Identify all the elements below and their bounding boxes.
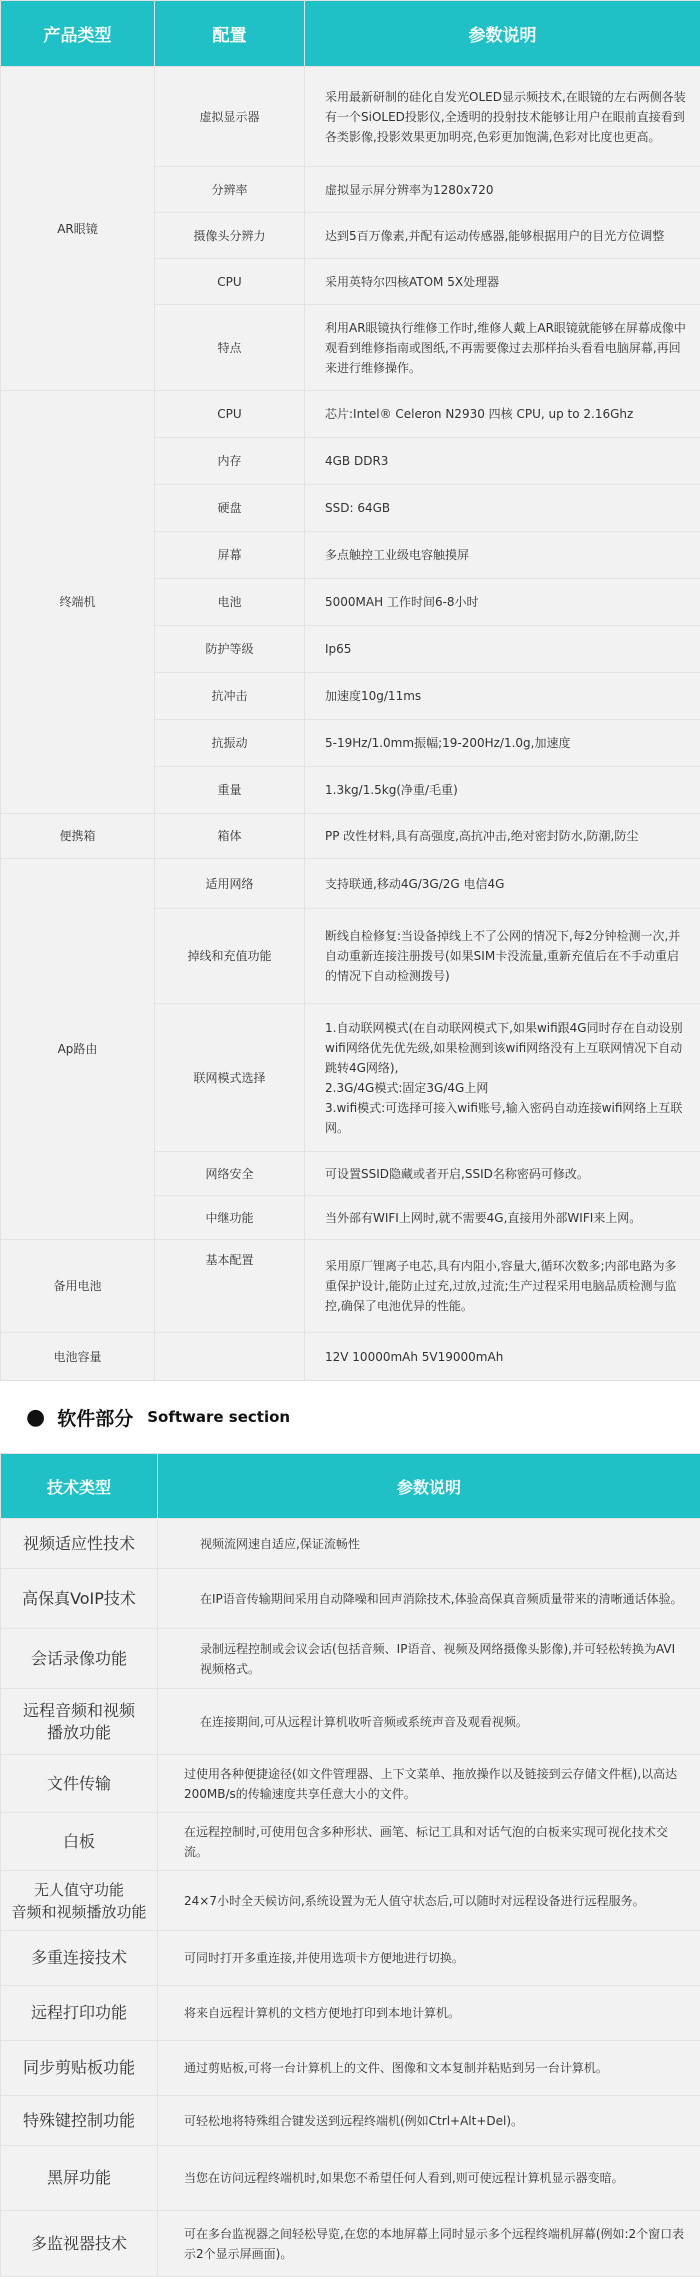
table-row — [1, 391, 700, 438]
table-row — [1, 1240, 700, 1333]
software-header-row — [1, 1454, 700, 1519]
table-row — [1, 859, 700, 909]
bullet-icon: ● — [26, 1405, 45, 1430]
table-row — [1, 1519, 700, 1569]
header-config: 配置 — [155, 1, 305, 67]
config-cell: 电池 — [155, 579, 305, 626]
desc-cell: 多点触控工业级电容触摸屏 — [305, 532, 700, 579]
tech-type-cell: 远程打印功能 — [1, 1986, 158, 2041]
desc-cell: 加速度10g/11ms — [305, 673, 700, 720]
category-cell: 便携箱 — [1, 814, 155, 859]
desc-cell: 断线自检修复:当设备掉线上不了公网的情况下,每2分钟检测一次,并自动重新连接注册拨号(如果SIM卡没流量,重新充值后在不手动重启的情况下自动检测拨号) — [305, 909, 700, 1004]
tech-type-cell: 特殊键控制功能 — [1, 2096, 158, 2146]
table-row — [1, 2146, 700, 2211]
hardware-header-row — [1, 1, 700, 67]
category-cell: 备用电池 — [1, 1240, 155, 1333]
category-cell: AR眼镜 — [1, 67, 155, 391]
desc-cell: 在IP语音传输期间采用自动降噪和回声消除技术,体验高保真音频质量带来的清晰通话体验。 — [158, 1569, 700, 1629]
tech-type-cell: 高保真VoIP技术 — [1, 1569, 158, 1629]
desc-cell: 当外部有WIFI上网时,就不需要4G,直接用外部WIFI来上网。 — [305, 1196, 700, 1240]
desc-cell: 12V 10000mAh 5V19000mAh — [305, 1333, 700, 1381]
desc-cell: 4GB DDR3 — [305, 438, 700, 485]
table-row — [1, 1813, 700, 1871]
desc-cell: 达到5百万像素,并配有运动传感器,能够根据用户的目光方位调整 — [305, 213, 700, 259]
software-title-cn: 软件部分 — [57, 1404, 133, 1431]
category-cell: 终端机 — [1, 391, 155, 814]
table-row — [1, 1689, 700, 1755]
table-row — [1, 1629, 700, 1689]
config-cell: 基本配置 — [155, 1240, 305, 1333]
table-row — [1, 1931, 700, 1986]
desc-cell: 可轻松地将特殊组合键发送到远程终端机(例如Ctrl+Alt+Del)。 — [158, 2096, 700, 2146]
table-row — [1, 1333, 700, 1381]
config-cell: 特点 — [155, 305, 305, 391]
desc-cell: 视频流网速自适应,保证流畅性 — [158, 1519, 700, 1569]
tech-type-cell: 远程音频和视频播放功能 — [1, 1689, 158, 1755]
desc-cell: 通过剪贴板,可将一台计算机上的文件、图像和文本复制并粘贴到另一台计算机。 — [158, 2041, 700, 2096]
tech-type-cell: 无人值守功能 音频和视频播放功能 — [1, 1871, 158, 1931]
table-row — [1, 67, 700, 167]
desc-cell: Ip65 — [305, 626, 700, 673]
tech-type-cell: 多监视器技术 — [1, 2211, 158, 2277]
desc-cell: 支持联通,移动4G/3G/2G 电信4G — [305, 859, 700, 909]
config-cell: 屏幕 — [155, 532, 305, 579]
header-parameters: 参数说明 — [158, 1454, 700, 1519]
config-cell: 重量 — [155, 767, 305, 814]
config-cell: 中继功能 — [155, 1196, 305, 1240]
config-cell: CPU — [155, 259, 305, 305]
desc-cell: 芯片:Intel® Celeron N2930 四核 CPU, up to 2.16Ghz — [305, 391, 700, 438]
config-cell: 分辨率 — [155, 167, 305, 213]
config-cell — [155, 1333, 305, 1381]
desc-cell: 当您在访问远程终端机时,如果您不希望任何人看到,则可使远程计算机显示器变暗。 — [158, 2146, 700, 2211]
table-row — [1, 2096, 700, 2146]
tech-type-cell: 视频适应性技术 — [1, 1519, 158, 1569]
config-cell: 网络安全 — [155, 1152, 305, 1196]
table-row — [1, 814, 700, 859]
tech-type-cell: 多重连接技术 — [1, 1931, 158, 1986]
tech-type-cell: 同步剪贴板功能 — [1, 2041, 158, 2096]
desc-cell: 可在多台监视器之间轻松导览,在您的本地屏幕上同时显示多个远程终端机屏幕(例如:2个窗口表示2个显示屏画面)。 — [158, 2211, 700, 2277]
table-row — [1, 2211, 700, 2277]
table-row — [1, 1569, 700, 1629]
tech-type-cell: 文件传输 — [1, 1755, 158, 1813]
desc-cell: 虚拟显示屏分辨率为1280x720 — [305, 167, 700, 213]
software-section-title — [0, 1381, 700, 1453]
software-title-en: Software section — [147, 1408, 290, 1426]
header-product-type: 产品类型 — [1, 1, 155, 67]
config-cell: 抗冲击 — [155, 673, 305, 720]
config-cell: 内存 — [155, 438, 305, 485]
table-row — [1, 1871, 700, 1931]
config-cell: 箱体 — [155, 814, 305, 859]
category-cell: Ap路由 — [1, 859, 155, 1240]
table-row — [1, 2041, 700, 2096]
tech-type-cell: 黑屏功能 — [1, 2146, 158, 2211]
desc-cell: 可设置SSID隐藏或者开启,SSID名称密码可修改。 — [305, 1152, 700, 1196]
desc-cell: 5-19Hz/1.0mm振幅;19-200Hz/1.0g,加速度 — [305, 720, 700, 767]
config-cell: 摄像头分辨力 — [155, 213, 305, 259]
tech-type-cell: 会话录像功能 — [1, 1629, 158, 1689]
header-parameters: 参数说明 — [305, 1, 700, 67]
desc-cell: 采用原厂锂离子电芯,具有内阻小,容量大,循环次数多;内部电路为多重保护设计,能防止过充,过放,过流;生产过程采用电脑品质检测与监控,确保了电池优异的性能。 — [305, 1240, 700, 1333]
desc-cell: 在连接期间,可从远程计算机收听音频或系统声音及观看视频。 — [158, 1689, 700, 1755]
desc-cell: SSD: 64GB — [305, 485, 700, 532]
config-cell: 虚拟显示器 — [155, 67, 305, 167]
desc-cell: 5000MAH 工作时间6-8小时 — [305, 579, 700, 626]
desc-cell: 1.3kg/1.5kg(净重/毛重) — [305, 767, 700, 814]
desc-cell: 24×7小时全天候访问,系统设置为无人值守状态后,可以随时对远程设备进行远程服务。 — [158, 1871, 700, 1931]
category-cell: 电池容量 — [1, 1333, 155, 1381]
config-cell: 抗振动 — [155, 720, 305, 767]
desc-cell: 1.自动联网模式(在自动联网模式下,如果wifi跟4G同时存在自动设别wifi网络优先优先级,如果检测到该wifi网络没有上互联网情况下自动跳转4G网络), 2.3G/4G模式:固定3G/4G上网 3.wifi模式:可选择可接入wifi账号,输入密码自动连接wifi网络上互联网。 — [305, 1004, 700, 1152]
config-cell: CPU — [155, 391, 305, 438]
desc-cell: PP 改性材料,具有高强度,高抗冲击,绝对密封防水,防潮,防尘 — [305, 814, 700, 859]
tech-type-cell: 白板 — [1, 1813, 158, 1871]
desc-cell: 采用最新研制的硅化自发光OLED显示频技术,在眼镜的左右两侧各装有一个SiOLED投影仪,全透明的投射技术能够让用户在眼前直接看到各类影像,投影效果更加明亮,色彩更加饱满,色彩对比度也更高。 — [305, 67, 700, 167]
desc-cell: 可同时打开多重连接,并使用选项卡方便地进行切换。 — [158, 1931, 700, 1986]
config-cell: 联网模式选择 — [155, 1004, 305, 1152]
desc-cell: 利用AR眼镜执行维修工作时,维修人戴上AR眼镜就能够在屏幕成像中观看到维修指南或图纸,不再需要像过去那样抬头看看电脑屏幕,再回来进行维修操作。 — [305, 305, 700, 391]
config-cell: 硬盘 — [155, 485, 305, 532]
config-cell: 适用网络 — [155, 859, 305, 909]
table-row — [1, 1986, 700, 2041]
desc-cell: 在远程控制时,可使用包含多种形状、画笔、标记工具和对话气泡的白板来实现可视化技术交流。 — [158, 1813, 700, 1871]
desc-cell: 将来自远程计算机的文档方便地打印到本地计算机。 — [158, 1986, 700, 2041]
desc-cell: 录制远程控制或会议会话(包括音频、IP语音、视频及网络摄像头影像),并可轻松转换为AVI视频格式。 — [158, 1629, 700, 1689]
config-cell: 防护等级 — [155, 626, 305, 673]
config-cell: 掉线和充值功能 — [155, 909, 305, 1004]
header-tech-type: 技术类型 — [1, 1454, 158, 1519]
table-row — [1, 1755, 700, 1813]
desc-cell: 过使用各种便捷途径(如文件管理器、上下文菜单、拖放操作以及链接到云存储文件框),以高达200MB/s的传输速度共享任意大小的文件。 — [158, 1755, 700, 1813]
desc-cell: 采用英特尔四核ATOM 5X处理器 — [305, 259, 700, 305]
software-table — [0, 1453, 700, 2277]
